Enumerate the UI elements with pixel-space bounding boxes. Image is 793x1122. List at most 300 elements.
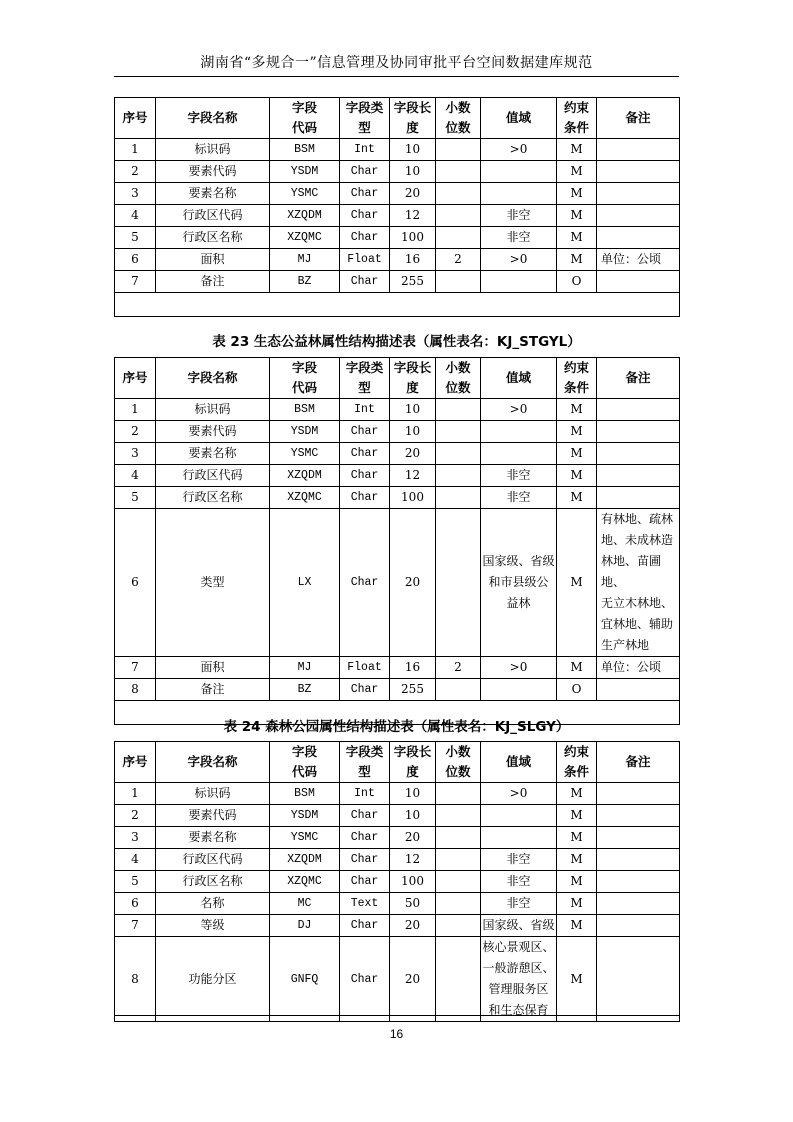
decimal-cell [436,161,481,183]
decimal-cell: 2 [436,657,481,679]
table-row [115,679,680,701]
constraint-cell: M [557,465,597,487]
seq-cell: 3 [115,443,156,465]
seq-cell: 2 [115,805,156,827]
constraint-cell: M [557,443,597,465]
value-range-cell [481,183,557,205]
decimal-cell [436,783,481,805]
field-length-cell: 20 [390,509,436,657]
decimal-cell [436,205,481,227]
cell-line: 管理服务区 [488,982,549,996]
constraint-cell: M [557,161,597,183]
table-row [115,805,680,827]
note-cell [597,421,680,443]
field-type-cell: Char [340,205,390,227]
cell-line: 字段长 [393,360,432,375]
decimal-cell [436,465,481,487]
seq-cell: 7 [115,271,156,293]
cell-line: 条件 [563,764,589,779]
note-cell [597,805,680,827]
table-row [115,657,680,679]
field-code-cell: YSMC [270,443,340,465]
field-length-cell: 100 [390,871,436,893]
decimal-cell [436,893,481,915]
field-name-cell: 备注 [156,271,270,293]
note-cell [597,509,680,657]
field-type-cell: Char [340,871,390,893]
cell-line: 条件 [563,380,589,395]
constraint-cell: M [557,937,597,1022]
field-type-cell: Int [340,399,390,421]
table-row [115,271,680,293]
field-code-cell: YSDM [270,805,340,827]
header-seq: 序号 [115,742,156,783]
header-value-range: 值域 [481,358,557,399]
field-length-cell: 20 [390,827,436,849]
seq-cell: 6 [115,893,156,915]
field-name-cell: 等级 [156,915,270,937]
constraint-cell: M [557,399,597,421]
header-note: 备注 [597,742,680,783]
table-row [115,937,680,1022]
decimal-cell [436,827,481,849]
note-cell [597,871,680,893]
seq-cell: 1 [115,399,156,421]
cell-line: 位数 [445,120,471,135]
constraint-cell: O [557,271,597,293]
field-code-cell: YSDM [270,421,340,443]
cell-line: 型 [358,764,371,779]
field-length-cell: 20 [390,915,436,937]
value-range-cell [481,271,557,293]
field-name-cell: 要素名称 [156,183,270,205]
value-range-cell: >0 [481,249,557,271]
field-code-cell: XZQDM [270,465,340,487]
header-field-name: 字段名称 [156,98,270,139]
table-row [115,849,680,871]
field-length-cell: 20 [390,443,436,465]
value-range-cell [481,161,557,183]
header-constraint [557,358,597,399]
field-code-cell: BZ [270,679,340,701]
field-code-cell: BSM [270,139,340,161]
value-range-cell: >0 [481,783,557,805]
table-row [115,893,680,915]
field-code-cell: DJ [270,915,340,937]
attribute-table-continued [114,97,680,317]
cell-line: 代码 [291,764,317,779]
decimal-cell [436,487,481,509]
value-range-cell [481,509,557,657]
table-row [115,161,680,183]
seq-cell: 4 [115,465,156,487]
page-header: 湖南省“多规合一”信息管理及协同审批平台空间数据建库规范 [200,55,593,71]
table-row [115,139,680,161]
decimal-cell [436,679,481,701]
seq-cell: 4 [115,205,156,227]
constraint-cell: M [557,827,597,849]
cell-line: 型 [358,380,371,395]
table-row [115,827,680,849]
decimal-cell [436,183,481,205]
page-number: 16 [389,1027,404,1041]
field-type-cell: Float [340,657,390,679]
cell-line: 位数 [445,380,471,395]
header-field-length [390,358,436,399]
constraint-cell: M [557,509,597,657]
seq-cell: 8 [115,937,156,1022]
cell-line: 字段类 [345,744,384,759]
note-cell [597,227,680,249]
header-note: 备注 [597,358,680,399]
table-row [115,421,680,443]
empty-cell [115,293,680,317]
field-length-cell: 20 [390,183,436,205]
value-range-cell: 国家级、省级 [481,915,557,937]
note-cell [597,443,680,465]
header-field-type [340,98,390,139]
field-name-cell: 面积 [156,657,270,679]
field-code-cell: BSM [270,783,340,805]
field-name-cell: 要素名称 [156,827,270,849]
cell-line: 无立木林地、 [601,596,674,610]
cell-line: 有林地、疏林 [601,512,674,526]
header-field-length [390,742,436,783]
table-row [115,487,680,509]
value-range-cell: 非空 [481,465,557,487]
seq-cell: 7 [115,915,156,937]
table-row [115,783,680,805]
decimal-cell: 2 [436,249,481,271]
empty-row [115,293,680,317]
field-type-cell: Float [340,249,390,271]
decimal-cell [436,443,481,465]
cell-line: 林地、苗圃地、 [601,554,662,589]
constraint-cell: M [557,783,597,805]
note-cell [597,893,680,915]
field-name-cell: 类型 [156,509,270,657]
seq-cell: 3 [115,183,156,205]
seq-cell: 6 [115,509,156,657]
note-cell: 单位：公顷 [597,249,680,271]
field-code-cell: LX [270,509,340,657]
seq-cell: 8 [115,679,156,701]
note-cell [597,915,680,937]
seq-cell: 4 [115,849,156,871]
decimal-cell [436,871,481,893]
header-decimal [436,742,481,783]
cell-line: 小数 [445,360,471,375]
field-length-cell: 20 [390,937,436,1022]
value-range-cell [481,679,557,701]
cell-line: 字段类 [345,360,384,375]
decimal-cell [436,227,481,249]
note-cell [597,205,680,227]
value-range-cell [481,443,557,465]
seq-cell: 2 [115,161,156,183]
header-field-length [390,98,436,139]
field-code-cell: BZ [270,271,340,293]
decimal-cell [436,421,481,443]
field-name-cell: 行政区代码 [156,205,270,227]
header-field-code [270,742,340,783]
header-decimal [436,98,481,139]
field-name-cell: 行政区名称 [156,227,270,249]
field-code-cell: GNFQ [270,937,340,1022]
field-name-cell: 要素代码 [156,161,270,183]
table-row [115,443,680,465]
cell-line: 一般游憩区、 [482,961,555,975]
table-row [115,399,680,421]
field-name-cell: 标识码 [156,399,270,421]
cell-line: 位数 [445,764,471,779]
field-name-cell: 备注 [156,679,270,701]
field-length-cell: 10 [390,161,436,183]
table-row [115,249,680,271]
header-field-code [270,98,340,139]
seq-cell: 5 [115,487,156,509]
header-constraint [557,98,597,139]
field-length-cell: 16 [390,249,436,271]
cell-line: 度 [406,764,419,779]
note-cell [597,679,680,701]
field-code-cell: YSMC [270,827,340,849]
attribute-table-23 [114,357,680,725]
constraint-cell: O [557,679,597,701]
field-type-cell: Text [340,893,390,915]
header-seq: 序号 [115,98,156,139]
field-code-cell: MJ [270,657,340,679]
cell-line: 国家级、省级 [482,554,555,568]
constraint-cell: M [557,227,597,249]
decimal-cell [436,937,481,1022]
field-type-cell: Char [340,937,390,1022]
decimal-cell [436,805,481,827]
cell-line: 字段类 [345,100,384,115]
note-cell [597,487,680,509]
value-range-cell: 非空 [481,849,557,871]
seq-cell: 7 [115,657,156,679]
note-cell [597,849,680,871]
attribute-table-24 [114,741,680,1022]
constraint-cell: M [557,871,597,893]
cell-line: 小数 [445,100,471,115]
footer-rule [114,1015,679,1016]
seq-cell: 6 [115,249,156,271]
cell-line: 代码 [291,120,317,135]
seq-cell: 5 [115,871,156,893]
header-seq: 序号 [115,358,156,399]
value-range-cell: 非空 [481,205,557,227]
value-range-cell [481,421,557,443]
field-code-cell: XZQMC [270,871,340,893]
header-field-name: 字段名称 [156,742,270,783]
cell-line: 度 [406,380,419,395]
constraint-cell: M [557,849,597,871]
decimal-cell [436,915,481,937]
table-24-caption: 表 24 森林公园属性结构描述表（属性表名：KJ_SLGY） [223,719,570,735]
seq-cell: 1 [115,139,156,161]
cell-line: 约束 [563,360,589,375]
field-code-cell: XZQDM [270,205,340,227]
header-decimal [436,358,481,399]
header-constraint [557,742,597,783]
field-length-cell: 12 [390,849,436,871]
constraint-cell: M [557,139,597,161]
table-row [115,205,680,227]
cell-line: 代码 [291,380,317,395]
constraint-cell: M [557,893,597,915]
cell-line: 字段 [291,744,317,759]
field-name-cell: 名称 [156,893,270,915]
field-type-cell: Char [340,227,390,249]
field-length-cell: 10 [390,139,436,161]
cell-line: 约束 [563,100,589,115]
cell-line: 型 [358,120,371,135]
field-code-cell: YSMC [270,183,340,205]
cell-line: 字段 [291,100,317,115]
header-field-type [340,358,390,399]
field-code-cell: BSM [270,399,340,421]
field-length-cell: 50 [390,893,436,915]
decimal-cell [436,399,481,421]
field-length-cell: 10 [390,399,436,421]
field-type-cell: Int [340,783,390,805]
table-row [115,509,680,657]
table-row [115,871,680,893]
field-name-cell: 标识码 [156,139,270,161]
header-rule [114,76,679,77]
cell-line: 生产林地 [601,638,650,652]
constraint-cell: M [557,205,597,227]
value-range-cell [481,937,557,1022]
field-name-cell: 功能分区 [156,937,270,1022]
note-cell: 单位：公顷 [597,657,680,679]
field-length-cell: 255 [390,679,436,701]
field-name-cell: 面积 [156,249,270,271]
cell-line: 核心景观区、 [482,940,555,954]
field-length-cell: 12 [390,205,436,227]
constraint-cell: M [557,249,597,271]
cell-line: 小数 [445,744,471,759]
cell-line: 地、未成林造 [601,533,674,547]
field-name-cell: 行政区代码 [156,849,270,871]
field-code-cell: MC [270,893,340,915]
cell-line: 宜林地、辅助 [601,617,674,631]
constraint-cell: M [557,421,597,443]
field-type-cell: Char [340,465,390,487]
cell-line: 字段 [291,360,317,375]
cell-line: 约束 [563,744,589,759]
header-field-type [340,742,390,783]
cell-line: 度 [406,120,419,135]
field-type-cell: Char [340,183,390,205]
field-code-cell: MJ [270,249,340,271]
field-length-cell: 100 [390,227,436,249]
table-row [115,183,680,205]
field-type-cell: Char [340,509,390,657]
field-code-cell: YSDM [270,161,340,183]
field-type-cell: Char [340,805,390,827]
field-code-cell: XZQMC [270,487,340,509]
field-name-cell: 行政区名称 [156,487,270,509]
header-value-range: 值域 [481,742,557,783]
field-name-cell: 行政区名称 [156,871,270,893]
constraint-cell: M [557,915,597,937]
field-length-cell: 10 [390,805,436,827]
note-cell [597,139,680,161]
field-type-cell: Char [340,443,390,465]
field-length-cell: 255 [390,271,436,293]
field-type-cell: Char [340,487,390,509]
note-cell [597,827,680,849]
field-name-cell: 要素代码 [156,421,270,443]
field-name-cell: 标识码 [156,783,270,805]
field-type-cell: Char [340,271,390,293]
seq-cell: 2 [115,421,156,443]
value-range-cell: >0 [481,657,557,679]
seq-cell: 5 [115,227,156,249]
decimal-cell [436,849,481,871]
decimal-cell [436,139,481,161]
note-cell [597,183,680,205]
value-range-cell [481,805,557,827]
seq-cell: 1 [115,783,156,805]
value-range-cell: 非空 [481,871,557,893]
field-name-cell: 要素代码 [156,805,270,827]
cell-line: 和市县级公 [488,575,549,589]
header-note: 备注 [597,98,680,139]
cell-line: 和生态保育 [488,1003,549,1017]
table-row [115,915,680,937]
field-type-cell: Char [340,849,390,871]
constraint-cell: M [557,657,597,679]
value-range-cell: 非空 [481,893,557,915]
decimal-cell [436,271,481,293]
cell-line: 字段长 [393,100,432,115]
field-type-cell: Char [340,827,390,849]
value-range-cell: >0 [481,139,557,161]
header-field-code [270,358,340,399]
note-cell [597,399,680,421]
value-range-cell: 非空 [481,487,557,509]
table-row [115,465,680,487]
header-value-range: 值域 [481,98,557,139]
value-range-cell [481,827,557,849]
note-cell [597,783,680,805]
constraint-cell: M [557,487,597,509]
field-length-cell: 16 [390,657,436,679]
field-length-cell: 10 [390,783,436,805]
seq-cell: 3 [115,827,156,849]
value-range-cell: 非空 [481,227,557,249]
note-cell [597,271,680,293]
field-length-cell: 10 [390,421,436,443]
field-type-cell: Char [340,421,390,443]
field-name-cell: 行政区代码 [156,465,270,487]
cell-line: 字段长 [393,744,432,759]
decimal-cell [436,509,481,657]
field-code-cell: XZQDM [270,849,340,871]
table-header-row [115,98,680,139]
note-cell [597,937,680,1022]
note-cell [597,161,680,183]
field-name-cell: 要素名称 [156,443,270,465]
value-range-cell: >0 [481,399,557,421]
field-type-cell: Char [340,915,390,937]
constraint-cell: M [557,805,597,827]
table-23-caption: 表 23 生态公益林属性结构描述表（属性表名：KJ_STGYL） [212,334,581,350]
